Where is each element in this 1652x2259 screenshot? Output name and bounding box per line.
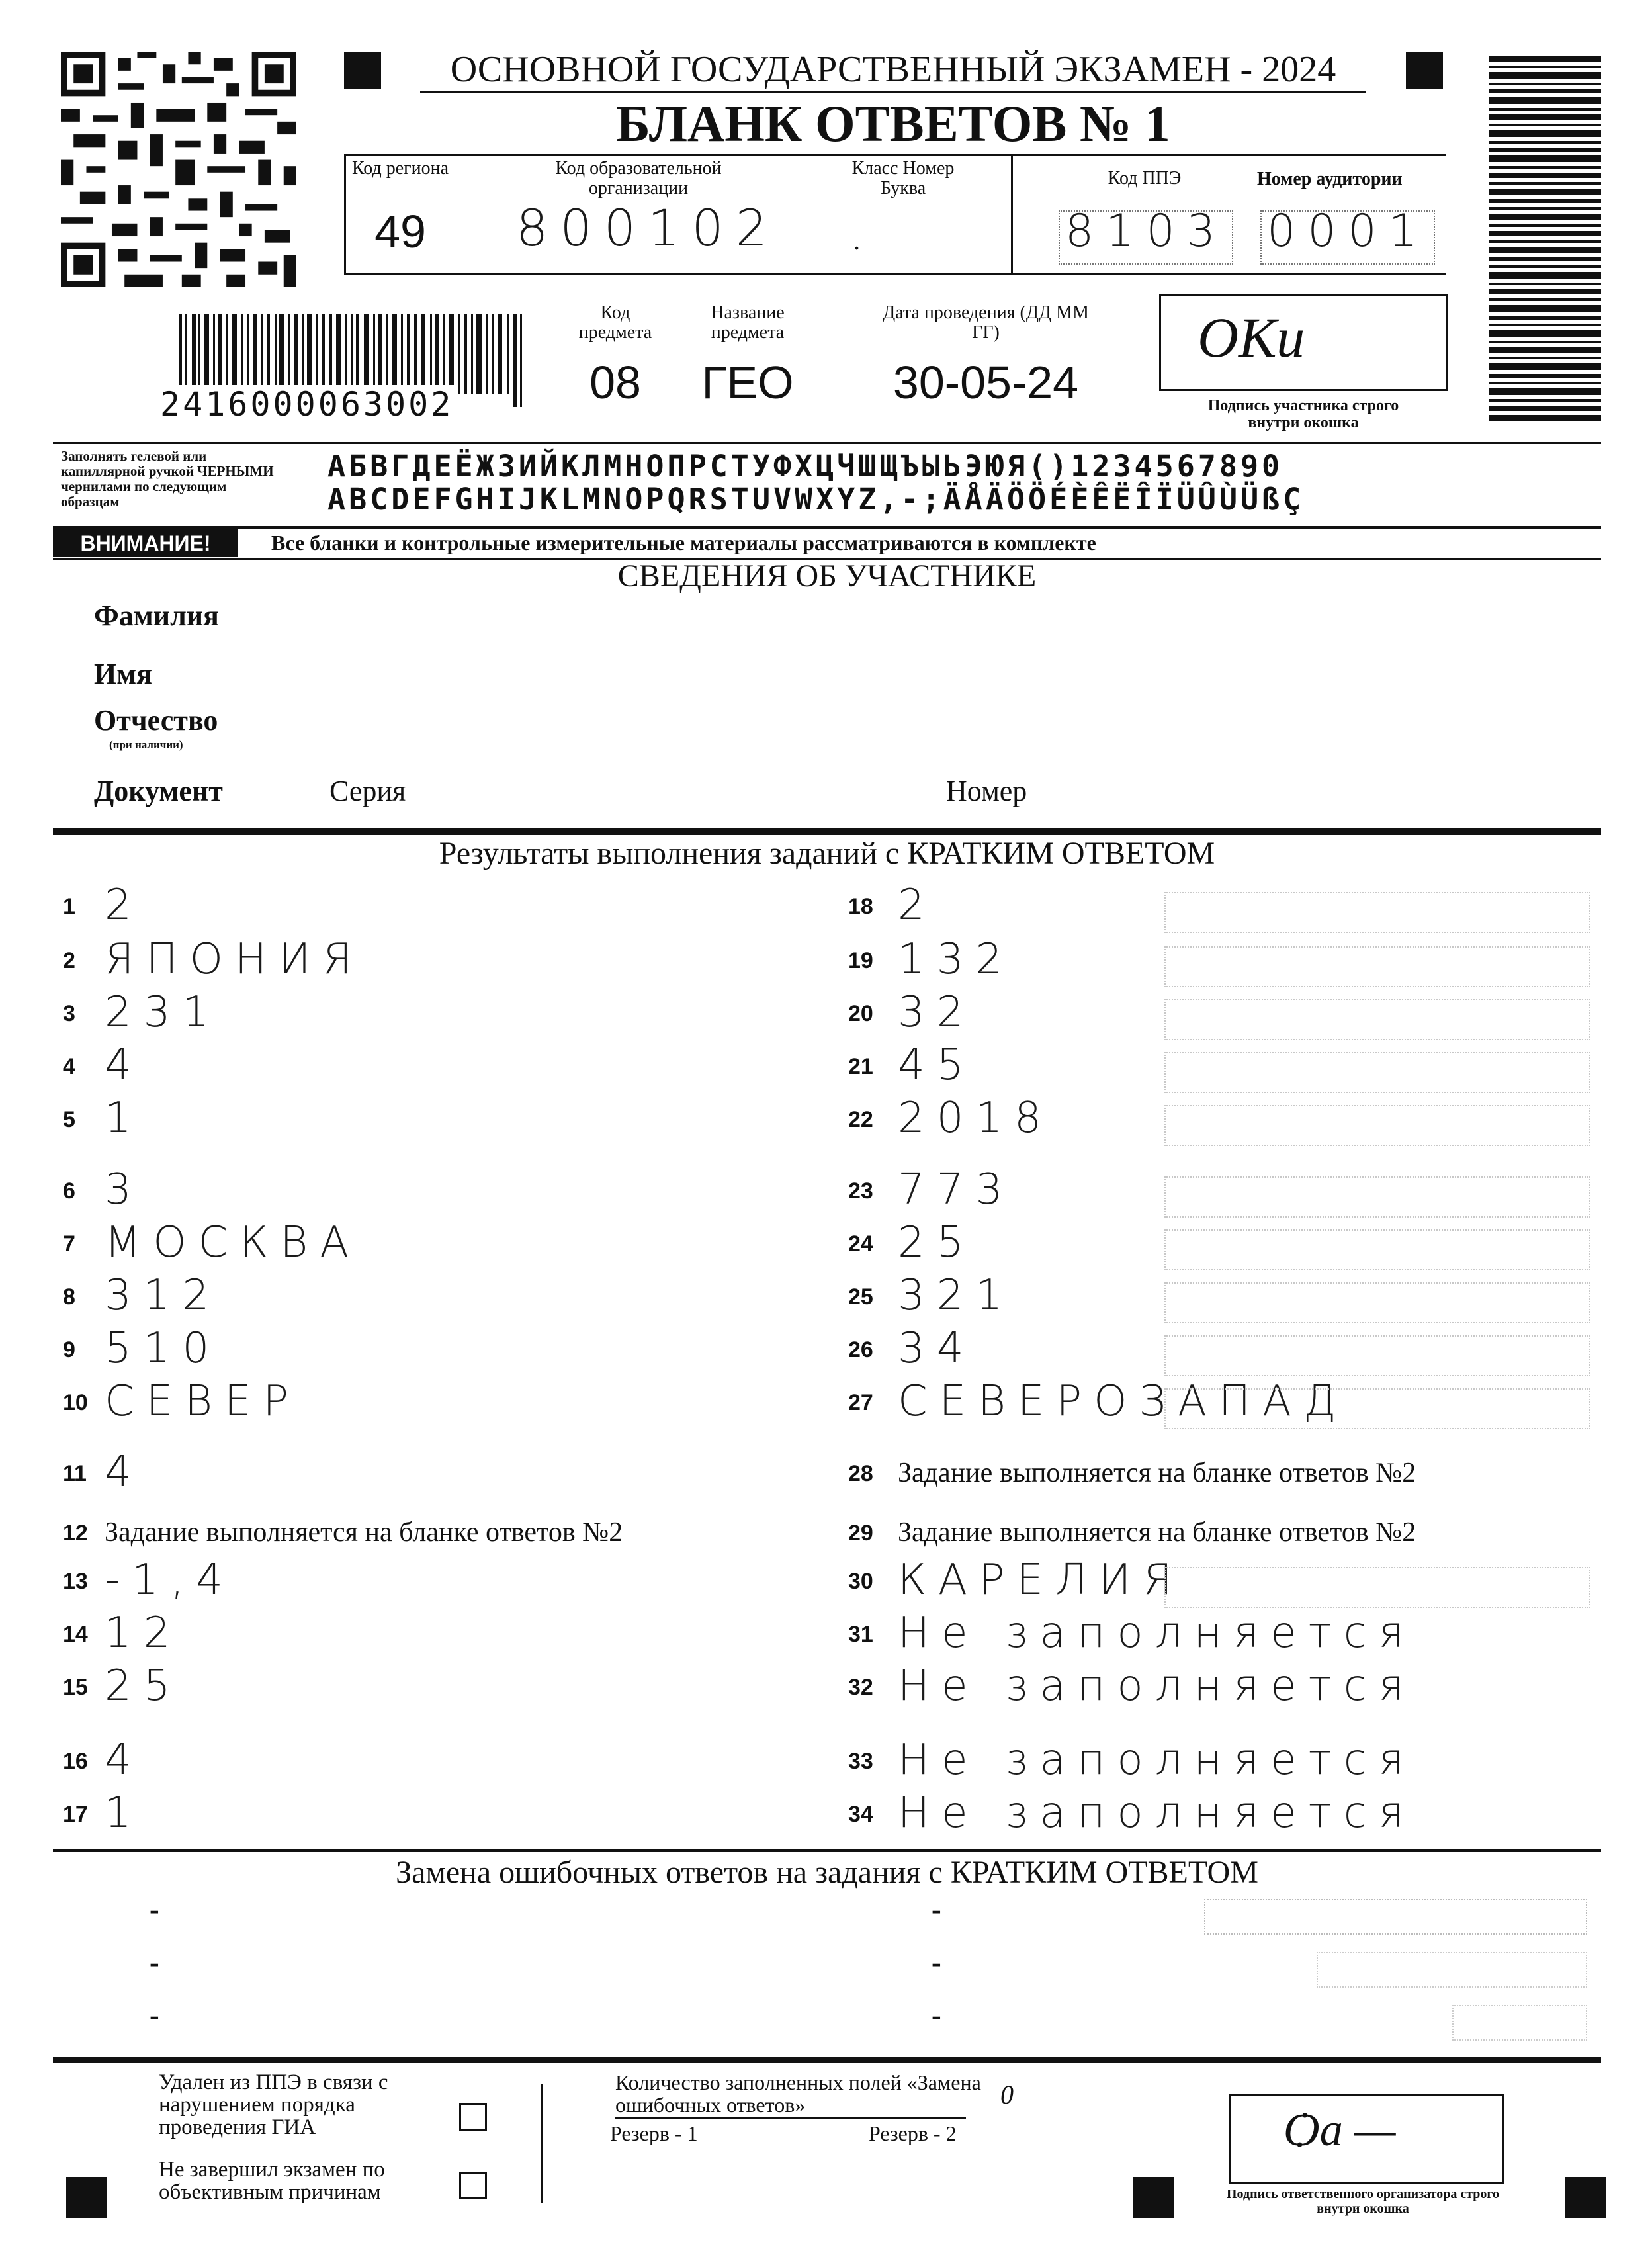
answer-cells[interactable]	[1164, 1105, 1590, 1146]
task-number: 21	[848, 1054, 873, 1079]
replacement-title: Замена ошибочных ответов на задания с КРАТКИМ ОТВЕТОМ	[396, 1855, 1258, 1890]
task-answer[interactable]: 4	[105, 1448, 144, 1497]
task-number: 27	[848, 1390, 873, 1415]
corner-marker	[66, 2177, 107, 2218]
number-label: Номер	[946, 775, 1027, 807]
task-answer[interactable]: 132	[898, 935, 1015, 984]
ppe-cells	[1059, 210, 1233, 265]
task-number: 29	[848, 1521, 873, 1546]
replacement-dash: -	[932, 1946, 941, 1978]
task-number: 2	[63, 948, 75, 973]
task-number: 25	[848, 1284, 873, 1309]
task-number: 26	[848, 1337, 873, 1362]
task-number: 4	[63, 1054, 75, 1079]
task-answer[interactable]: Не заполняется	[898, 1736, 1416, 1785]
task-number: 23	[848, 1178, 873, 1204]
title-underline	[420, 91, 1366, 93]
task-number: 32	[848, 1675, 873, 1700]
task-answer[interactable]: -1,4	[105, 1556, 235, 1605]
class-label: Класс Номер Буква	[851, 158, 955, 199]
answer-cells[interactable]	[1164, 1229, 1590, 1270]
codes-bottom-line	[344, 273, 1446, 275]
task-answer[interactable]: 312	[105, 1271, 222, 1320]
task-answer[interactable]: МОСКВА	[105, 1218, 361, 1267]
task-note: Задание выполняется на бланке ответов №2	[898, 1458, 1416, 1488]
org-signature-caption: Подпись ответственного организатора строго внутри окошка	[1226, 2187, 1500, 2216]
task-number: 19	[848, 948, 873, 973]
ppe-label: Код ППЭ	[1108, 168, 1182, 189]
replacement-dash: -	[932, 1893, 941, 1926]
task-number: 6	[63, 1178, 75, 1204]
task-answer[interactable]: Не заполняется	[898, 1661, 1416, 1710]
org-value[interactable]: 800102	[516, 199, 780, 257]
corner-marker	[1565, 2177, 1606, 2218]
corner-marker	[1406, 52, 1443, 89]
task-number: 22	[848, 1107, 873, 1132]
date-label: Дата проведения (ДД ММ ГГ)	[883, 302, 1089, 343]
task-number: 5	[63, 1107, 75, 1132]
task-answer[interactable]: СЕВЕРОЗАПАД	[898, 1377, 1348, 1426]
subject-name-label: Название предмета	[711, 302, 785, 343]
alphabet-row-latin: ABCDEFGHIJKLMNOPQRSTUVWXYZ,-;ÄÅÄÖÖÉÈÊËÎÏÜÛÙÜßÇ	[327, 482, 1305, 517]
answer-cells[interactable]	[1164, 1052, 1590, 1093]
side-barcode	[1489, 56, 1601, 423]
footer-divider	[541, 2084, 543, 2203]
room-cells	[1260, 210, 1435, 265]
replacement-dash: -	[150, 1946, 159, 1978]
reserve2: Резерв - 2	[869, 2121, 957, 2145]
replacement-dash: -	[150, 1893, 159, 1926]
region-value[interactable]: 49	[374, 206, 426, 257]
task-number: 7	[63, 1231, 75, 1257]
task-answer[interactable]: 321	[898, 1271, 1015, 1320]
task-answer[interactable]: 3	[105, 1165, 144, 1214]
date-value[interactable]: 30-05-24	[892, 357, 1079, 408]
results-top-line	[53, 828, 1601, 835]
replacement-cells[interactable]	[1204, 1899, 1587, 1935]
task-number: 12	[63, 1521, 88, 1546]
task-answer[interactable]: 2018	[898, 1094, 1053, 1143]
task-answer[interactable]: 2	[105, 881, 144, 930]
series-label: Серия	[329, 775, 406, 807]
task-number: 11	[63, 1461, 87, 1486]
answer-cells[interactable]	[1164, 1388, 1590, 1429]
form-title: БЛАНК ОТВЕТОВ № 1	[616, 95, 1170, 152]
results-title: Результаты выполнения заданий с КРАТКИМ ОТВЕТОМ	[439, 836, 1215, 871]
org-signature-value: Ѻа —	[1283, 2105, 1396, 2156]
participant-title: СВЕДЕНИЯ ОБ УЧАСТНИКЕ	[617, 558, 1037, 594]
task-number: 30	[848, 1569, 873, 1594]
signature-value: ОКи	[1197, 306, 1305, 369]
answer-cells[interactable]	[1164, 1567, 1590, 1608]
task-number: 28	[848, 1461, 873, 1486]
ppe-value[interactable]: 8103	[1065, 205, 1228, 257]
corner-marker	[1133, 2177, 1174, 2218]
warning-text: Все бланки и контрольные измерительные материалы рассматриваются в комплекте	[271, 531, 1096, 554]
document-label: Документ	[94, 775, 223, 807]
task-number: 31	[848, 1622, 873, 1647]
task-number: 1	[63, 894, 75, 919]
replacement-cells[interactable]	[1317, 1952, 1587, 1988]
task-number: 3	[63, 1001, 75, 1026]
task-answer[interactable]: 1	[105, 1094, 144, 1143]
reserve1: Резерв - 1	[610, 2121, 698, 2145]
corner-marker	[344, 52, 381, 89]
room-value[interactable]: 0001	[1267, 205, 1430, 257]
name-label: Имя	[94, 658, 152, 690]
task-answer[interactable]: 45	[898, 1041, 976, 1090]
signature-caption: Подпись участника строго внутри окошка	[1207, 397, 1399, 431]
count-label: Количество заполненных полей «Замена ошибочных ответов»	[615, 2070, 981, 2117]
task-number: 13	[63, 1569, 88, 1594]
task-answer[interactable]: ЯПОНИЯ	[105, 935, 364, 984]
alphabet-row-cyrillic: АБВГДЕЁЖЗИЙКЛМНОПРСТУФХЦЧШЩЪЫЬЭЮЯ()1234567890	[327, 449, 1283, 484]
region-label: Код региона	[351, 158, 449, 179]
warning-top-line	[53, 526, 1601, 529]
task-answer[interactable]: Не заполняется	[898, 1789, 1416, 1838]
patronymic-label: Отчество	[94, 704, 218, 736]
count-value[interactable]: 0	[1000, 2080, 1014, 2109]
task-number: 16	[63, 1749, 88, 1774]
task-answer[interactable]: 773	[898, 1165, 1015, 1214]
task-number: 17	[63, 1802, 88, 1827]
subject-code-label: Код предмета	[578, 302, 652, 343]
barcode-number: 2416000063002	[157, 385, 456, 423]
not-finished-text: Не завершил экзамен по объективным причинам	[159, 2158, 385, 2204]
task-number: 33	[848, 1749, 873, 1774]
qr-code	[56, 52, 301, 287]
task-number: 15	[63, 1675, 88, 1700]
codes-divider	[1011, 154, 1013, 275]
task-answer[interactable]: Не заполняется	[898, 1609, 1416, 1658]
task-answer[interactable]: 25	[105, 1661, 183, 1710]
alphabet-instruction: Заполнять гелевой или капиллярной ручкой ЧЕРНЫМИ чернилами по следующим образцам	[61, 448, 274, 509]
removed-checkbox[interactable]	[459, 2103, 487, 2131]
task-number: 34	[848, 1802, 873, 1827]
task-answer[interactable]: 2	[898, 881, 937, 930]
alphabet-top-line	[53, 442, 1601, 444]
replacement-cells[interactable]	[1452, 2005, 1587, 2041]
task-answer[interactable]: 32	[898, 988, 976, 1037]
task-answer[interactable]: 510	[105, 1324, 222, 1373]
count-underline	[615, 2117, 966, 2119]
room-label: Номер аудитории	[1257, 169, 1403, 189]
task-note: Задание выполняется на бланке ответов №2	[105, 1517, 623, 1548]
codes-left-line	[344, 154, 346, 275]
task-number: 9	[63, 1337, 75, 1362]
task-answer[interactable]: 12	[105, 1609, 183, 1658]
class-value[interactable]: .	[853, 226, 860, 255]
replacement-dash: -	[932, 1999, 941, 2031]
replacement-top-line	[53, 1849, 1601, 1852]
surname-label: Фамилия	[94, 599, 219, 632]
subject-name-value[interactable]: ГЕО	[701, 357, 794, 408]
task-answer[interactable]: 4	[105, 1736, 144, 1785]
task-note: Задание выполняется на бланке ответов №2	[898, 1517, 1416, 1548]
task-number: 14	[63, 1622, 88, 1647]
task-number: 10	[63, 1390, 88, 1415]
replacement-dash: -	[150, 1999, 159, 2031]
answer-cells[interactable]	[1164, 1335, 1590, 1376]
answer-cells[interactable]	[1164, 1282, 1590, 1323]
answer-cells[interactable]	[1164, 999, 1590, 1040]
answer-cells[interactable]	[1164, 946, 1590, 987]
task-number: 20	[848, 1001, 873, 1026]
task-answer[interactable]: 34	[898, 1324, 976, 1373]
task-answer[interactable]: КАРЕЛИЯ	[898, 1556, 1184, 1605]
exam-title: ОСНОВНОЙ ГОСУДАРСТВЕННЫЙ ЭКЗАМЕН - 2024	[450, 49, 1336, 90]
task-number: 18	[848, 894, 873, 919]
not-finished-checkbox[interactable]	[459, 2172, 487, 2199]
org-label: Код образовательной организации	[555, 158, 722, 199]
task-number: 24	[848, 1231, 873, 1257]
task-number: 8	[63, 1284, 75, 1309]
answer-cells[interactable]	[1164, 892, 1590, 933]
patronymic-note: (при наличии)	[109, 738, 183, 751]
codes-top-line	[344, 154, 1446, 156]
warning-badge: ВНИМАНИЕ!	[53, 529, 238, 557]
task-answer[interactable]: СЕВЕР	[105, 1377, 301, 1426]
subject-code-value[interactable]: 08	[589, 357, 641, 408]
answer-cells[interactable]	[1164, 1176, 1590, 1218]
task-answer[interactable]: 231	[105, 988, 222, 1037]
task-answer[interactable]: 25	[898, 1218, 976, 1267]
task-answer[interactable]: 4	[105, 1041, 144, 1090]
task-answer[interactable]: 1	[105, 1789, 144, 1838]
footer-top-line	[53, 2057, 1601, 2063]
removed-text: Удален из ППЭ в связи с нарушением порядка проведения ГИА	[159, 2070, 388, 2139]
